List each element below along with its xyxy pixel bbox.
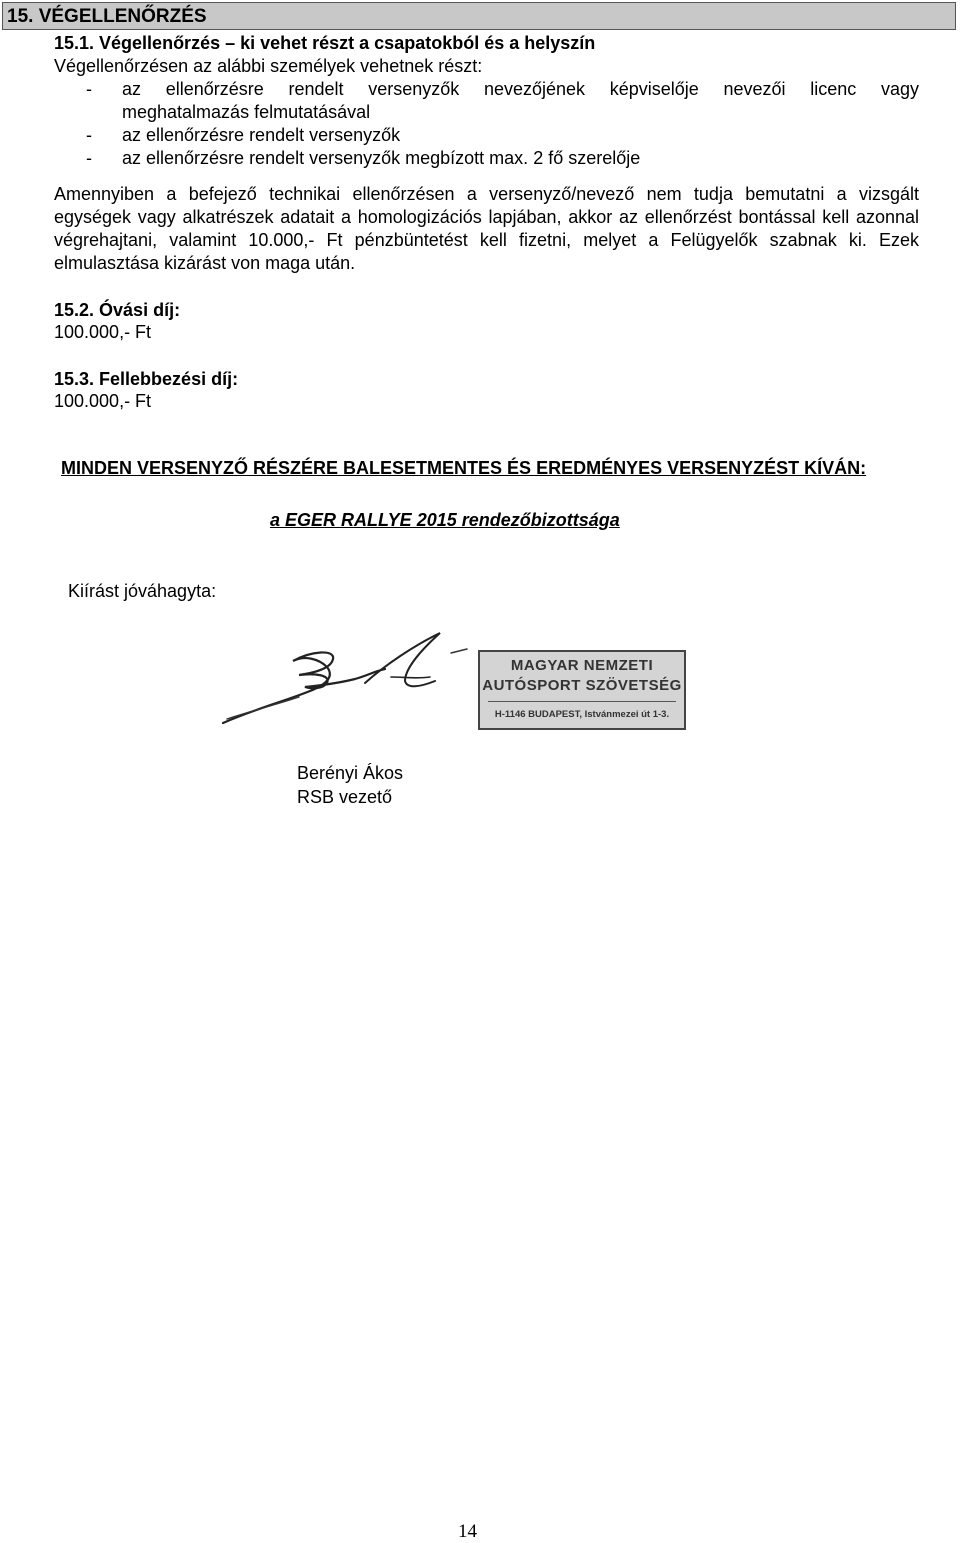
federation-stamp — [478, 650, 686, 730]
appeal-fee-value: 100.000,- Ft — [54, 391, 152, 411]
bullet-dash: - — [86, 79, 92, 99]
stamp-line-2: AUTÓSPORT SZÖVETSÉG — [482, 677, 682, 694]
page-number: 14 — [458, 1521, 477, 1542]
stamp-line-3: H-1146 BUDAPEST, Istvánmezei út 1-3. — [494, 709, 670, 720]
closing-wish: MINDEN VERSENYZŐ RÉSZÉRE BALESETMENTES ÉS EREDMÉNYES VERSENYZÉST KÍVÁN: — [61, 458, 867, 478]
bullet-1-line-2: meghatalmazás felmutatásával — [122, 102, 371, 122]
bullet-3: az ellenőrzésre rendelt versenyzők megbízott max. 2 fő szerelője — [122, 148, 641, 168]
bullet-2: az ellenőrzésre rendelt versenyzők — [122, 125, 401, 145]
organizing-committee: a EGER RALLYE 2015 rendezőbizottsága — [270, 510, 620, 530]
signature-image — [215, 625, 475, 735]
signer-title: RSB vezető — [297, 787, 393, 807]
penalty-paragraph: Amennyiben a befejező technikai ellenőrzésen a versenyző/nevező nem tudja bemutatni a vizsgált egységek vagy alkatrészek adatait a homologizációs lapjában, akkor az ellenőrzést bontással kell azonnal végrehajtani, valamint 10.000,- Ft pénzbüntetést kell fizetni, melyet a Felügyelők szabnak ki. Ezek elmulasztása kizárást von maga után. — [54, 184, 919, 273]
intro-text: Végellenőrzésen az alábbi személyek vehetnek részt: — [54, 56, 483, 76]
bullet-1-line-1: az ellenőrzésre rendelt versenyzők nevezőjének képviselője nevezői licenc vagy — [122, 79, 919, 99]
section-title: 15. VÉGELLENŐRZÉS — [7, 6, 207, 27]
protest-fee-value: 100.000,- Ft — [54, 322, 152, 342]
subsection-15-2-heading: 15.2. Óvási díj: — [54, 300, 181, 320]
stamp-divider — [488, 701, 676, 702]
approval-label: Kiírást jóváhagyta: — [68, 581, 217, 601]
section-header — [2, 2, 956, 30]
stamp-line-1: MAGYAR NEMZETI — [510, 657, 654, 674]
subsection-15-3-heading: 15.3. Fellebbezési díj: — [54, 369, 239, 389]
subsection-15-1-heading: 15.1. Végellenőrzés – ki vehet részt a csapatokból és a helyszín — [54, 33, 596, 53]
signer-name: Berényi Ákos — [297, 763, 404, 783]
bullet-dash: - — [86, 148, 92, 168]
bullet-dash: - — [86, 125, 92, 145]
